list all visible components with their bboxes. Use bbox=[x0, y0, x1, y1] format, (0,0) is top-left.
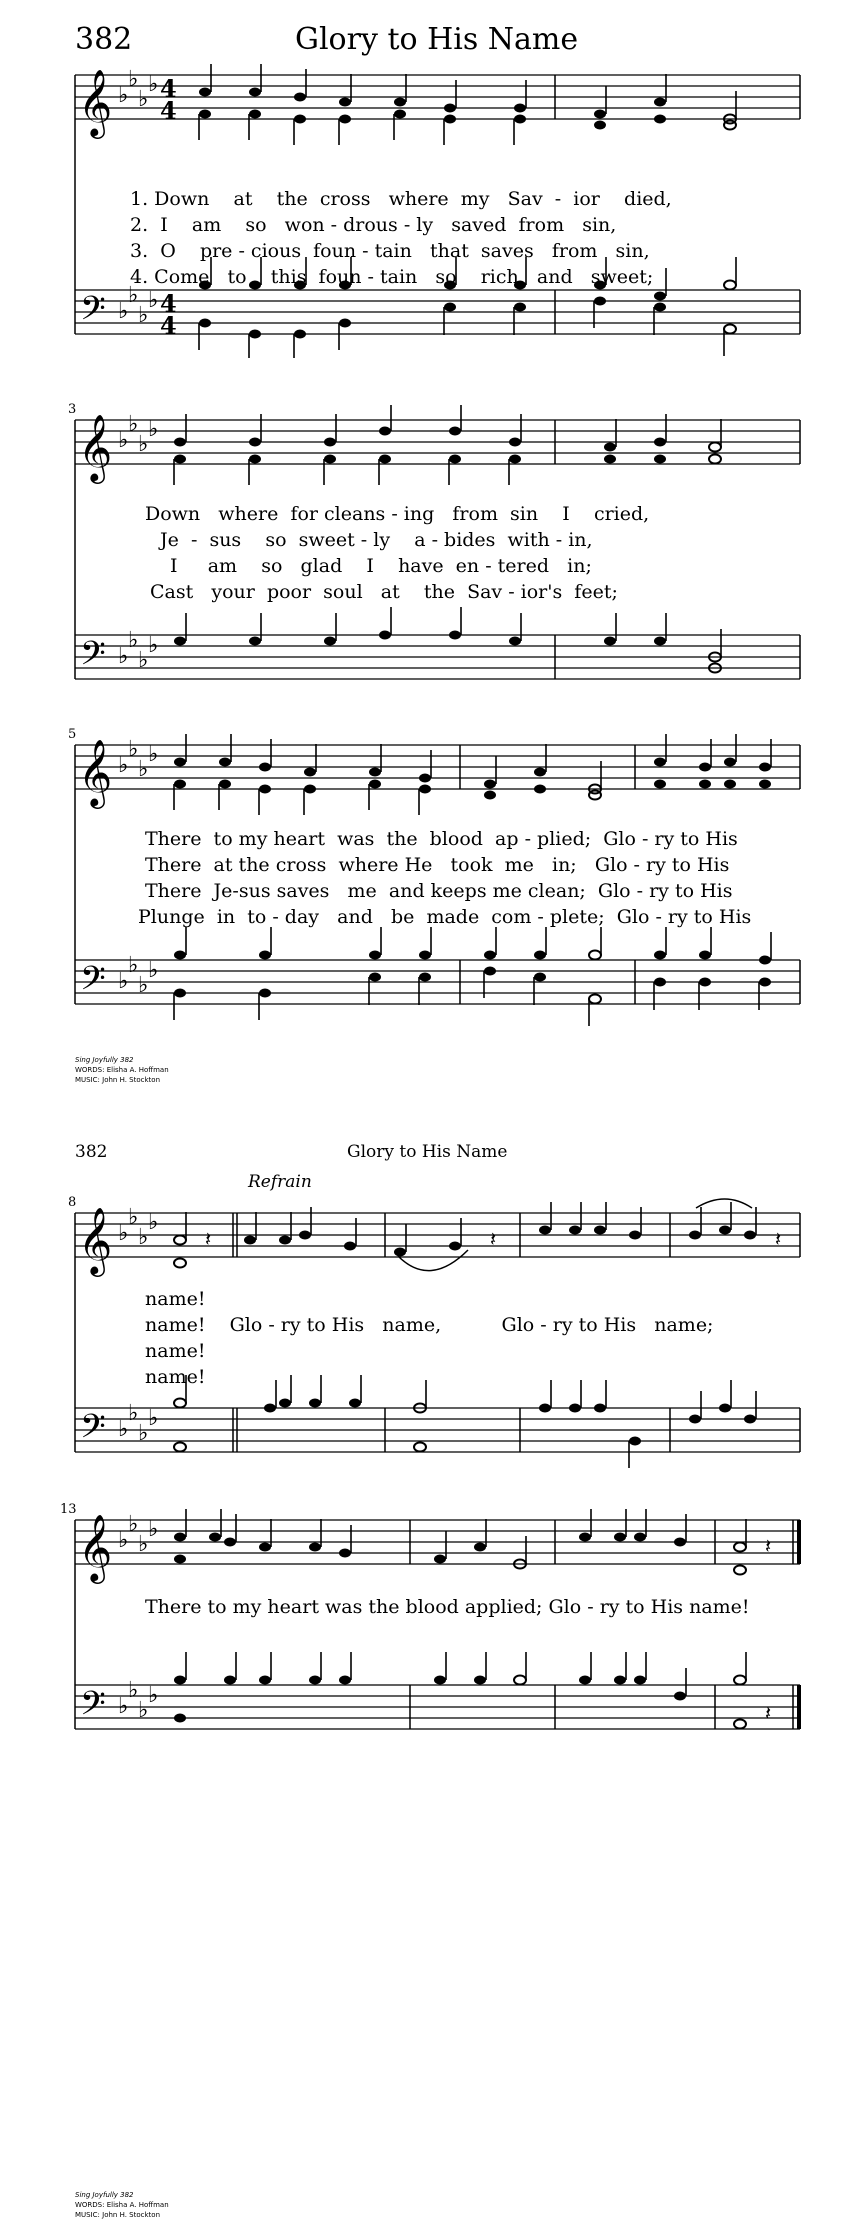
svg-text:♭: ♭ bbox=[138, 1421, 149, 1446]
credits-music: MUSIC: John H. Stockton bbox=[75, 2211, 161, 2219]
credits-source: Sing Joyfully 382 bbox=[75, 2191, 134, 2199]
svg-text:4: 4 bbox=[160, 289, 177, 318]
notes-treble bbox=[174, 405, 721, 485]
credits bbox=[75, 1055, 169, 1085]
treble-clef-icon: 𝄞 bbox=[78, 1513, 113, 1581]
lyric-verse-2: name! Glo - ry to His name, Glo - ry to His name; bbox=[145, 1314, 714, 1336]
svg-text:4: 4 bbox=[160, 311, 177, 340]
measure-number: 8 bbox=[68, 1195, 77, 1210]
svg-text:♭: ♭ bbox=[118, 969, 129, 994]
rest-icon: 𝄽 bbox=[490, 1227, 497, 1251]
svg-text:4: 4 bbox=[160, 96, 177, 125]
svg-text:♭: ♭ bbox=[118, 644, 129, 669]
lyric-verse-2: 2. I am so won - drous - ly saved from sin, bbox=[130, 214, 617, 236]
lyric-verse-4: Plunge in to - day and be made com - plete; Glo - ry to His bbox=[138, 906, 752, 928]
svg-text:♭: ♭ bbox=[148, 1406, 159, 1431]
svg-text:♭: ♭ bbox=[138, 87, 149, 112]
lyric-verse-3: There Je-sus saves me and keeps me clean; Glo - ry to His bbox=[145, 880, 733, 902]
svg-text:♭: ♭ bbox=[128, 628, 139, 653]
svg-text:♭: ♭ bbox=[148, 958, 159, 983]
svg-text:♭: ♭ bbox=[148, 72, 159, 97]
lyric-verse-3: I am so glad I have en - tered in; bbox=[170, 555, 592, 577]
svg-text:♭: ♭ bbox=[118, 1694, 129, 1719]
svg-text:♭: ♭ bbox=[138, 432, 149, 457]
lyric-verse-3: 3. O pre - cious foun - tain that saves from sin, bbox=[130, 240, 650, 262]
svg-text:♭: ♭ bbox=[148, 1683, 159, 1708]
hymn-title: Glory to His Name bbox=[347, 1142, 508, 1162]
bass-clef-icon: 𝄢 bbox=[80, 960, 106, 1006]
bass-staff bbox=[75, 960, 800, 1004]
notes-bass bbox=[174, 1652, 771, 1729]
svg-text:♭: ♭ bbox=[128, 737, 139, 762]
credits-words: WORDS: Elisha A. Hoffman bbox=[75, 1066, 169, 1074]
treble-clef-icon: 𝄞 bbox=[78, 413, 113, 481]
credits-source: Sing Joyfully 382 bbox=[75, 1056, 134, 1064]
svg-text:♭: ♭ bbox=[128, 1678, 139, 1703]
bass-clef-icon: 𝄢 bbox=[80, 1408, 106, 1454]
svg-text:♭: ♭ bbox=[118, 428, 129, 453]
lyric-verse-1: name! bbox=[145, 1288, 206, 1310]
notes-treble bbox=[174, 734, 771, 815]
bass-clef-icon: 𝄢 bbox=[80, 1685, 106, 1731]
lyric-line: There to my heart was the blood applied; Glo - ry to His name! bbox=[145, 1596, 750, 1618]
hymn-title: Glory to His Name bbox=[295, 22, 579, 57]
svg-text:♭: ♭ bbox=[138, 973, 149, 998]
svg-text:♭: ♭ bbox=[138, 1532, 149, 1557]
bass-clef-icon: 𝄢 bbox=[80, 635, 106, 681]
bass-staff bbox=[75, 1685, 800, 1729]
svg-text:♭: ♭ bbox=[118, 1221, 129, 1246]
svg-text:♭: ♭ bbox=[128, 953, 139, 978]
bass-clef-icon: 𝄢 bbox=[80, 290, 106, 336]
svg-text:♭: ♭ bbox=[118, 753, 129, 778]
svg-text:♭: ♭ bbox=[128, 1512, 139, 1537]
refrain-label: Refrain bbox=[248, 1172, 312, 1192]
lyric-verse-4: name! bbox=[145, 1366, 206, 1388]
music-system-5 bbox=[0, 1502, 859, 1805]
lyric-verse-1: 1. Down at the cross where my Sav - ior died, bbox=[130, 188, 672, 210]
lyric-verse-2: Je - sus so sweet - ly a - bides with - in, bbox=[160, 529, 593, 551]
lyric-verse-4: Cast your poor soul at the Sav - ior's feet; bbox=[150, 581, 618, 603]
hymn-number: 382 bbox=[75, 1142, 108, 1162]
notes-bass bbox=[174, 927, 771, 1026]
treble-clef-icon: 𝄞 bbox=[78, 1206, 113, 1274]
treble-staff bbox=[75, 75, 800, 119]
rest-icon: 𝄽 bbox=[775, 1227, 782, 1251]
credits bbox=[75, 2190, 169, 2220]
svg-text:♭: ♭ bbox=[148, 633, 159, 658]
svg-text:♭: ♭ bbox=[128, 67, 139, 92]
svg-text:♭: ♭ bbox=[128, 412, 139, 437]
svg-text:♭: ♭ bbox=[138, 648, 149, 673]
credits-words: WORDS: Elisha A. Hoffman bbox=[75, 2201, 169, 2209]
svg-text:♭: ♭ bbox=[128, 1401, 139, 1426]
key-signature bbox=[118, 412, 158, 673]
svg-text:♭: ♭ bbox=[118, 1528, 129, 1553]
rest-icon: 𝄽 bbox=[765, 1534, 772, 1558]
credits-music: MUSIC: John H. Stockton bbox=[75, 1076, 161, 1084]
svg-text:♭: ♭ bbox=[128, 283, 139, 308]
bass-staff bbox=[75, 290, 800, 334]
treble-clef-icon: 𝄞 bbox=[78, 68, 113, 136]
svg-text:♭: ♭ bbox=[148, 742, 159, 767]
notes-bass bbox=[174, 1375, 756, 1468]
music-system-4 bbox=[0, 1195, 859, 1518]
svg-text:♭: ♭ bbox=[138, 303, 149, 328]
measure-number: 3 bbox=[68, 402, 77, 417]
svg-text:♭: ♭ bbox=[148, 1517, 159, 1542]
notes-bass bbox=[174, 607, 721, 673]
notes-treble bbox=[199, 64, 736, 145]
lyric-verse-4: 4. Come to this foun - tain so rich and sweet; bbox=[130, 266, 654, 288]
bass-staff bbox=[75, 1408, 800, 1452]
treble-clef-icon: 𝄞 bbox=[78, 738, 113, 806]
svg-text:♭: ♭ bbox=[118, 1417, 129, 1442]
lyric-verse-1: Down where for cleans - ing from sin I cried, bbox=[145, 503, 650, 525]
svg-text:4: 4 bbox=[160, 74, 177, 103]
lyric-verse-3: name! bbox=[145, 1340, 206, 1362]
svg-text:♭: ♭ bbox=[118, 299, 129, 324]
svg-text:♭: ♭ bbox=[148, 1210, 159, 1235]
svg-text:♭: ♭ bbox=[138, 757, 149, 782]
lyric-verse-1: There to my heart was the blood ap - plied; Glo - ry to His bbox=[145, 828, 738, 850]
rest-icon: 𝄽 bbox=[765, 1701, 772, 1725]
svg-text:♭: ♭ bbox=[148, 417, 159, 442]
svg-text:♭: ♭ bbox=[138, 1698, 149, 1723]
svg-text:♭: ♭ bbox=[148, 288, 159, 313]
measure-number: 13 bbox=[60, 1502, 77, 1517]
lyric-verse-2: There at the cross where He took me in; Glo - ry to His bbox=[145, 854, 730, 876]
svg-text:♭: ♭ bbox=[118, 83, 129, 108]
hymn-number: 382 bbox=[75, 22, 133, 57]
svg-text:♭: ♭ bbox=[128, 1205, 139, 1230]
svg-text:♭: ♭ bbox=[138, 1225, 149, 1250]
measure-number: 5 bbox=[68, 727, 77, 742]
rest-icon: 𝄽 bbox=[205, 1227, 212, 1251]
